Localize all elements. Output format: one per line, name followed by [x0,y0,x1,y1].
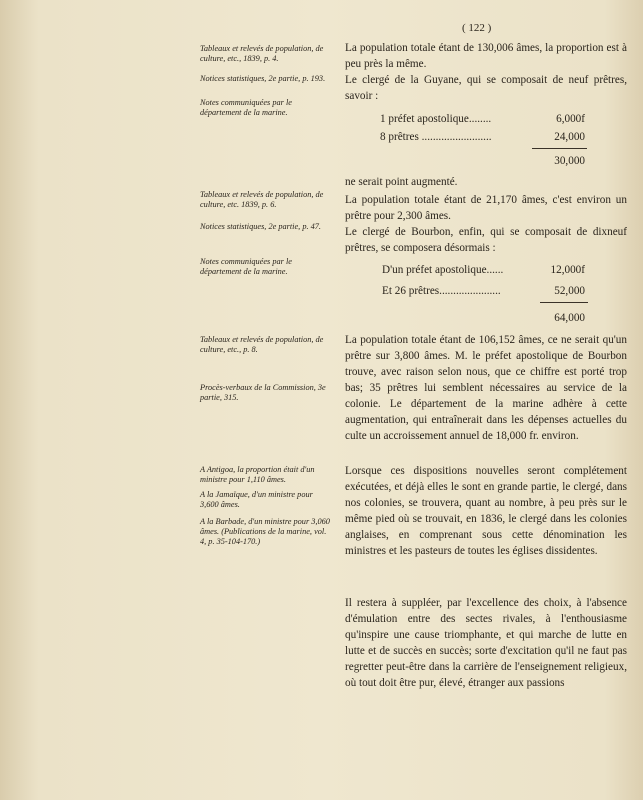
table-total-amount: 30,000 [554,155,585,167]
table-row-label: D'un préfet apostolique...... [382,264,504,276]
sidenote: Tableaux et relevés de population, de culture, etc., 1839, p. 4. [200,44,324,63]
paragraph-non-augmente: ne serait point augmenté. [345,176,458,188]
table-row-amount: 52,000 [554,285,585,297]
table-row-amount: 12,000f [550,264,585,276]
sidenote: Tableaux et relevés de population, de culture, etc., p. 8. [200,335,324,354]
sidenote: Procès-verbaux de la Commission, 3e partie, 315. [200,383,326,402]
sidenote: A Antigoa, la proportion était d'un ministre pour 1,110 âmes. [200,465,315,484]
table-row-amount: 6,000f [556,113,585,125]
paragraph-dispositions: Lorsque ces dispositions nouvelles seront complétement exécutées, et déjà elles le sont en grande partie, le clergé, dans nos colonies, se trouvera, quant au nombre, à peu près sur le même pied où se trouvait, en 1836, le clergé dans les colonies anglaises, en comprenant sous cette dénomination les ministres et les pasteurs de toutes les églises dissidentes. [345,465,627,557]
sidenote: Notes communiquées par le département de la marine. [200,257,292,276]
table-row-label: 8 prêtres ......................... [380,131,492,143]
paragraph-clerge-guyane: Le clergé de la Guyane, qui se composait de neuf prêtres, savoir : [345,74,627,102]
paragraph-population-2: La population totale étant de 21,170 âmes, c'est environ un prêtre pour 2,300 âmes. [345,194,627,222]
table-row-amount: 24,000 [554,131,585,143]
paragraph-population-bourbon: La population totale étant de 106,152 âmes, ce ne serait qu'un prêtre sur 3,800 âmes. M. le préfet apostolique de Bourbon trouve, avec raison selon nous, que ce chiffre est porté trop bas; 35 prêtres lui semblent nécessaires au service de la colonie. Le département de la marine adhère à cette augmentation, qui entraînerait dans les dépenses actuelles du culte un accroissement annuel de 18,000 fr. environ. [345,334,627,442]
paragraph-population-guyane: La population totale étant de 130,006 âmes, la proportion est à peu près la même. [345,42,627,70]
sidenote: Tableaux et relevés de population, de culture, etc. 1839, p. 6. [200,190,324,209]
page-number: ( 122 ) [462,22,492,34]
paragraph-suppleer: Il restera à suppléer, par l'excellence des choix, à l'absence d'émulation entre des sectes rivales, à l'enthousiasme qu'inspire une cause triomphante, et qui marche de lutte en lutte et de succès en succès; sorte d'excitation qu'il ne faut pas regretter peut-être dans la carrière de l'enseignement religieux, où tout doit être pur, élevé, étranger aux passions [345,597,627,689]
table-total-amount: 64,000 [554,312,585,324]
sidenote: A la Jamaïque, d'un ministre pour 3,600 âmes. [200,490,313,509]
table-row-label: 1 préfet apostolique........ [380,113,492,125]
sidenote: A la Barbade, d'un ministre pour 3,060 âmes. (Publications de la marine, vol. 4, p. 35-104-170.) [200,517,330,546]
paragraph-clerge-bourbon: Le clergé de Bourbon, enfin, qui se composait de dixneuf prêtres, se composera désormais : [345,226,627,254]
sum-rule [540,302,588,303]
sum-rule [532,148,587,149]
sidenote: Notices statistiques, 2e partie, p. 47. [200,222,321,231]
sidenote: Notes communiquées par le département de la marine. [200,98,292,117]
table-row-label: Et 26 prêtres...................... [382,285,501,297]
sidenote: Notices statistiques, 2e partie, p. 193. [200,74,326,83]
